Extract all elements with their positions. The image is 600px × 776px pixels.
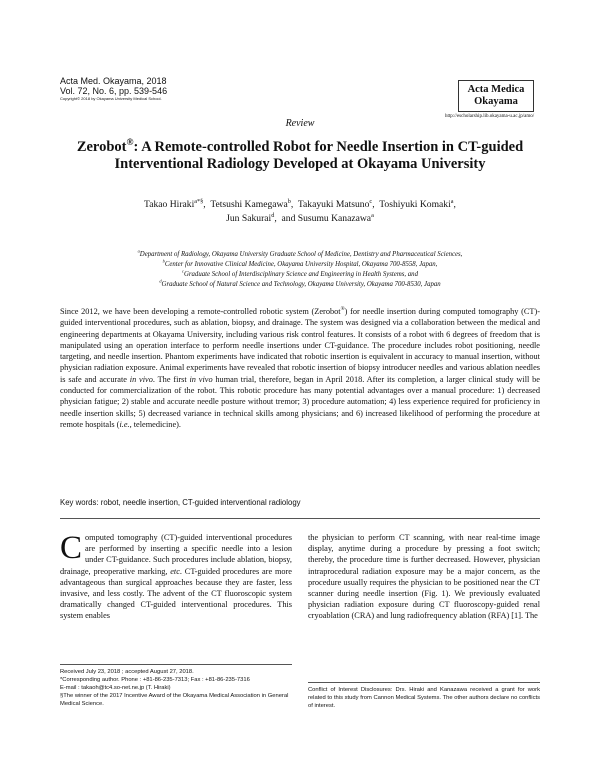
- footnotes-left: [60, 668, 292, 708]
- author-sup: b: [287, 197, 291, 205]
- affiliation-text: Graduate School of Interdisciplinary Science and Engineering in Health Systems, and: [183, 271, 418, 278]
- author-and: and: [281, 213, 296, 224]
- affiliation-sup: d: [159, 278, 162, 284]
- author-sup: d: [271, 211, 275, 219]
- affiliation-item: [60, 260, 540, 270]
- journal-citation: Acta Med. Okayama, 2018: [60, 76, 167, 86]
- author-sup: a: [371, 211, 374, 219]
- author-name: Jun Sakurai: [226, 213, 272, 224]
- section-label: Review: [285, 118, 315, 129]
- author-name: Susumu Kanazawa: [297, 213, 372, 224]
- affiliation-item: [60, 280, 540, 290]
- author-name: Takayuki Matsuno: [297, 199, 370, 210]
- keywords-text: robot, needle insertion, CT-guided interventional radiology: [100, 498, 301, 507]
- affiliation-item: [60, 250, 540, 260]
- logo-line1: Acta Medica: [467, 84, 525, 95]
- logo-line2: Okayama: [474, 96, 518, 107]
- body-column-right: the physician to perform CT scanning, with near real-time image display, anytime during a procedure by pressing a foot switch; thereby, the procedure time is further decreased. However, physician intraprocedural radiation exposure may be a major concern, as the procedure usually requires the physician to be positioned near the CT scanner during needle insertion (Fig. 1). We previously evaluated physician radiation exposure during CT fluoroscopy-guided renal cryoablation (CRA) and lung radiofrequency ablation (RFA) [1]. The: [308, 533, 540, 621]
- journal-volume: Vol. 72, No. 6, pp. 539-546: [60, 86, 168, 96]
- journal-logo: [458, 80, 534, 112]
- email[interactable]: E-mail : takaoh@tc4.so-net.ne.jp (T. Hiraki): [60, 685, 171, 691]
- title-reg: ®: [126, 138, 134, 149]
- title-rest: : A Remote-controlled Robot for Needle Insertion in CT-guided: [133, 139, 524, 155]
- author-sup: c: [369, 197, 373, 205]
- affiliation-text: Graduate School of Natural Science and Technology, Okayama University, Okayama 700-8530, Japan: [161, 281, 441, 288]
- keywords-label: Key words:: [60, 498, 99, 507]
- author-sup: a*§: [194, 197, 204, 205]
- abstract: Since 2012, we have been developing a remote-controlled robotic system (Zerobot®) for needle insertion during computed tomography (CT)-guided interventional procedures, such as ablation, biopsy, and drainage. The system was designed via a collaboration between the medical and engineering departments at Okayama University, including various risk control features. It consists of a robot with 6 degrees of freedom that is manipulated using an operation interface to perform needle insertions under CT-guidance. The procedure includes robot positioning, needle targeting, and needle insertion. Phantom experiments have indicated that robotic insertion is equivalent in accuracy to manual insertion, without physician radiation exposure. Animal experiments have revealed that robotic insertion of biopsy introducer needles and various ablation needles is safe and accurate in vivo. The first in vivo human trial, therefore, began in April 2018. After its completion, a larger clinical study will be conducted for commercialization of the robot. This robotic procedure has many potential advantages over a manual procedure: 1) decreased physician fatigue; 2) stable and accurate needle posture without tremor; 3) procedure automation; 4) less experience required for proficiency in needle insertion skills; 5) decreased variance in technical skills among physicians; and 6) increased likelihood of performing the procedure at remote hospitals (i.e., telemedicine).: [60, 306, 540, 429]
- footnote-divider-left: [60, 664, 292, 665]
- affiliation-sup: c: [182, 268, 184, 274]
- affiliation-sup: a: [137, 248, 140, 254]
- received-date: Received July 23, 2018 ; accepted August 27, 2018.: [60, 669, 194, 675]
- affiliations: [60, 250, 540, 290]
- article-title: [30, 139, 570, 173]
- author-list: Takao Hiraki$^{a*\S}$, Tetsushi Kamegawa$^b$, Takayuki Matsuno$^c$, Toshiyuki Komaki$^a$, Jun Sakurai$^d$, and Susumu Kanazawa$^a$: [144, 197, 456, 224]
- title-line2: Interventional Radiology Developed at Okayama University: [114, 156, 486, 172]
- body-column-left: Computed tomography (CT)-guided interventional procedures are performed by inserting a specific needle into a lesion under CT-guidance. Such procedures include ablation, biopsy, drainage, preoperative marking, etc. CT-guided procedures are more advantageous than surgical approaches because they are faster, less invasive, and less costly. The advent of the CT fluoroscopic system dramatically changed CT-guided interventional procedures. This system enables: [60, 530, 292, 621]
- award-note: §The winner of the 2017 Incentive Award of the Okayama Medical Association in General Medical Science.: [60, 693, 289, 707]
- footnote-divider-right: [308, 682, 540, 683]
- affiliation-item: [60, 270, 540, 280]
- copyright-notice: Copyright© 2018 by Okayama University Medical School.: [60, 96, 162, 101]
- title-main: Zerobot: [76, 139, 127, 155]
- corresponding-author: *Corresponding author. Phone : +81-86-235-7313; Fax : +81-86-235-7316: [60, 677, 250, 683]
- conflict-of-interest: Conflict of Interest Disclosures: Drs. Hiraki and Kanazawa received a grant for work related to this study from Cannon Medical Systems. The other authors declare no conflicts of interest.: [308, 687, 540, 709]
- drop-cap: C: [60, 530, 83, 566]
- affiliation-text: Center for Innovative Clinical Medicine, Okayama University Hospital, Okayama 700-8558, Japan,: [164, 261, 438, 268]
- keywords: [60, 498, 301, 507]
- affiliation-text: Department of Radiology, Okayama University Graduate School of Medicine, Dentistry and Pharmaceutical Sciences,: [139, 251, 463, 258]
- author-name: Takao Hiraki: [144, 199, 195, 210]
- author-sup: a: [450, 197, 454, 205]
- author-name: Tetsushi Kamegawa: [210, 199, 288, 210]
- journal-header: [60, 76, 167, 101]
- journal-url[interactable]: http://escholarship.lib.okayama-u.ac.jp/amo/: [445, 114, 535, 119]
- affiliation-sup: b: [162, 258, 165, 264]
- author-name: Toshiyuki Komaki: [379, 199, 451, 210]
- divider: [60, 518, 540, 519]
